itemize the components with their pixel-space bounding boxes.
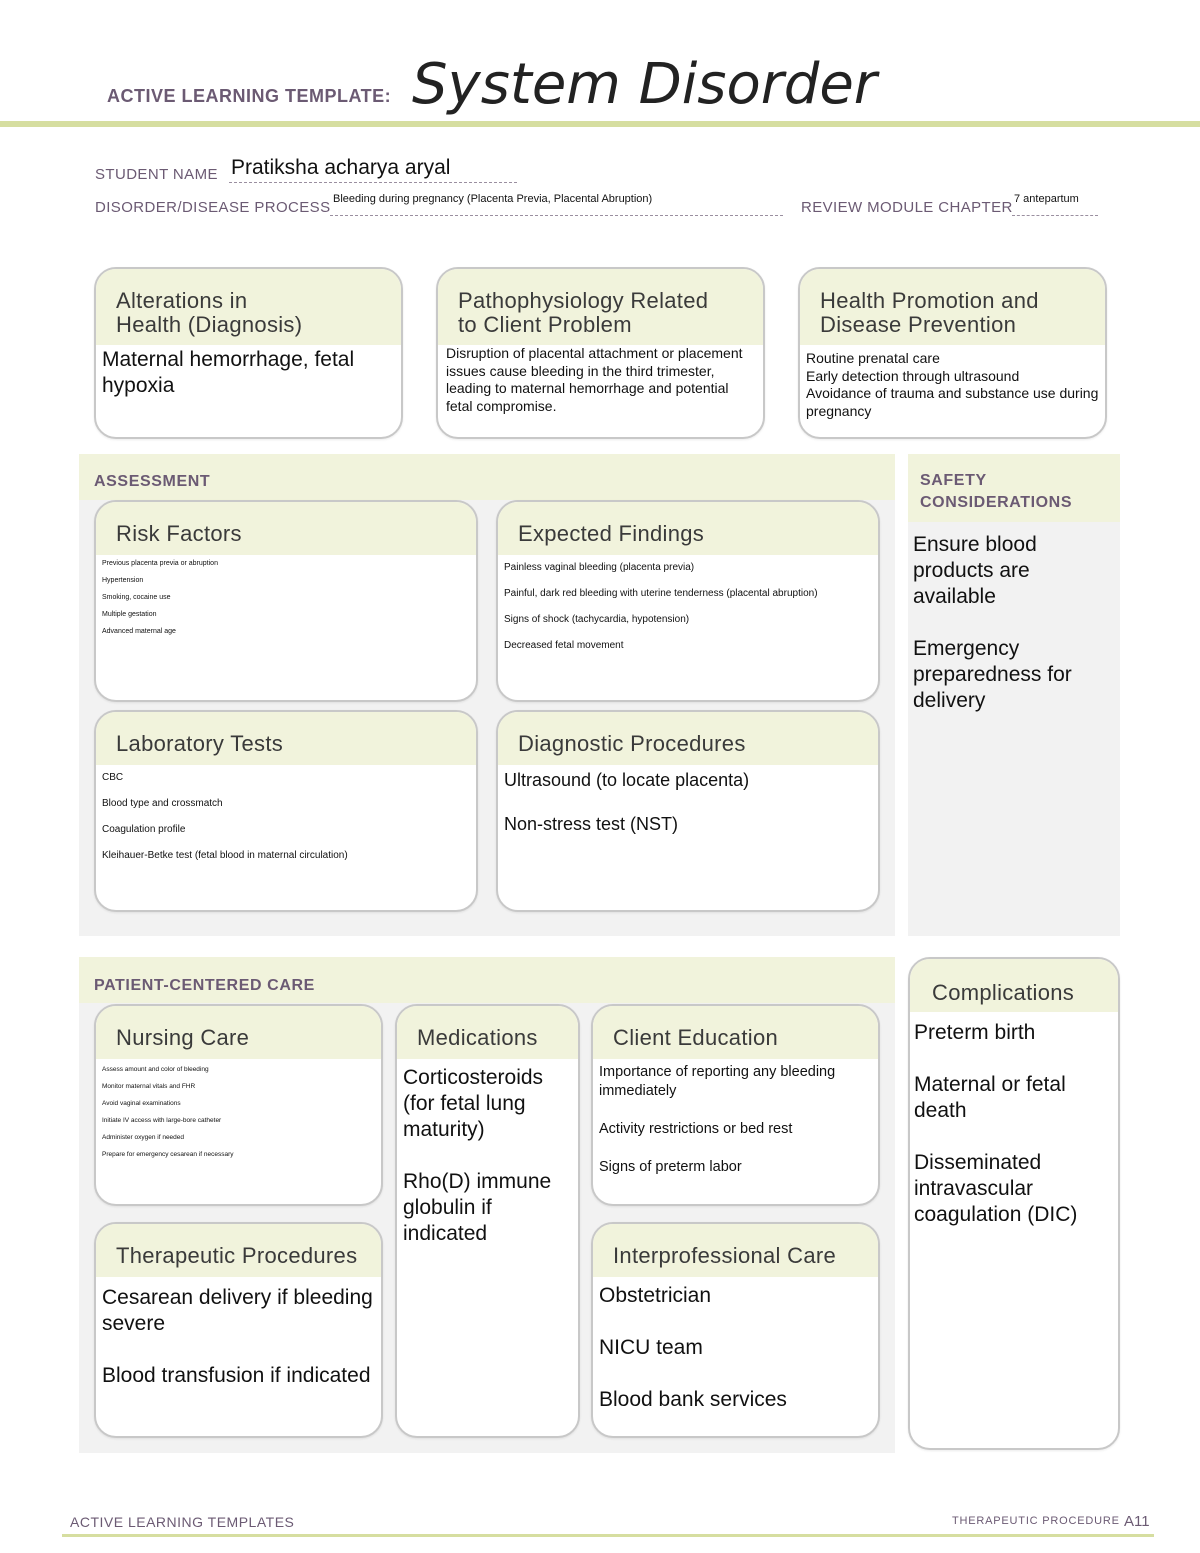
disorder-label: DISORDER/DISEASE PROCESS — [95, 199, 331, 216]
expected-finding-item: Signs of shock (tachycardia, hypotension) — [504, 614, 690, 625]
alterations-header — [96, 269, 401, 345]
health-promotion-body[interactable] — [800, 345, 1105, 426]
medication-item: Rho(D) immune globulin if indicated — [403, 1170, 552, 1245]
alterations-box — [94, 267, 403, 439]
nursing-care-item: Initiate IV access with large-bore catheter — [102, 1117, 222, 1124]
expected-finding-item: Decreased fetal movement — [504, 640, 624, 651]
expected-findings-title: Expected Findings — [498, 502, 878, 555]
student-name-line — [229, 182, 517, 183]
diagnostic-procedures-box — [496, 710, 880, 912]
nursing-care-item: Prepare for emergency cesarean if necessary — [102, 1151, 234, 1158]
client-education-box — [591, 1004, 880, 1206]
expected-findings-box — [496, 500, 880, 702]
page-number: A11 — [1124, 1513, 1150, 1530]
pathophysiology-box — [436, 267, 765, 439]
nursing-care-item: Assess amount and color of bleeding — [102, 1066, 209, 1073]
therapeutic-procedures-box — [94, 1222, 383, 1438]
interprofessional-care-body[interactable] — [593, 1277, 878, 1419]
client-education-item: Activity restrictions or bed rest — [599, 1121, 793, 1137]
nursing-care-item: Avoid vaginal examinations — [102, 1100, 181, 1107]
diagnostic-procedures-title: Diagnostic Procedures — [498, 712, 878, 765]
review-chapter-line — [1012, 215, 1098, 216]
alterations-title-1: Alterations in — [116, 288, 248, 313]
complication-item: Disseminated intravascular coagulation (DIC) — [914, 1151, 1078, 1226]
safety-item: Ensure blood products are available — [913, 533, 1037, 608]
risk-factors-title: Risk Factors — [96, 502, 476, 555]
lab-test-item: Coagulation profile — [102, 824, 186, 835]
client-education-item: Importance of reporting any bleeding immediately — [599, 1064, 836, 1099]
alterations-title-2: Health (Diagnosis) — [116, 312, 303, 337]
medications-title: Medications — [397, 1006, 578, 1059]
nursing-care-item: Monitor maternal vitals and FHR — [102, 1083, 196, 1090]
student-name-value[interactable]: Pratiksha acharya aryal — [231, 156, 451, 179]
risk-factor-item: Smoking, cocaine use — [102, 594, 171, 601]
disorder-value[interactable]: Bleeding during pregnancy (Placenta Previa, Placental Abruption) — [333, 193, 653, 205]
risk-factor-item: Advanced maternal age — [102, 628, 176, 635]
diagnostic-item: Ultrasound (to locate placenta) — [504, 770, 750, 790]
health-promotion-box — [798, 267, 1107, 439]
health-promotion-title-2: Disease Prevention — [820, 312, 1017, 337]
risk-factors-box — [94, 500, 478, 702]
header-divider — [0, 121, 1200, 127]
nursing-care-box — [94, 1004, 383, 1206]
client-education-item: Signs of preterm labor — [599, 1159, 742, 1175]
health-promotion-header — [800, 269, 1105, 345]
medications-box — [395, 1004, 580, 1438]
student-name-label: STUDENT NAME — [95, 166, 218, 183]
interprofessional-item: Obstetrician — [599, 1284, 712, 1307]
lab-tests-title: Laboratory Tests — [96, 712, 476, 765]
pathophysiology-body[interactable]: Disruption of placental attachment or placement issues cause bleeding in the third trimester, leading to maternal hemorrhage and potential fetal compromise. — [446, 345, 743, 414]
nursing-care-body[interactable] — [96, 1059, 381, 1169]
complications-body[interactable] — [910, 1012, 1118, 1234]
medication-item: Corticosteroids (for fetal lung maturity) — [403, 1066, 544, 1141]
risk-factor-item: Previous placenta previa or abruption — [102, 560, 218, 567]
interprofessional-care-title: Interprofessional Care — [593, 1224, 878, 1277]
complication-item: Preterm birth — [914, 1021, 1036, 1044]
interprofessional-care-box — [591, 1222, 880, 1438]
safety-label-2: CONSIDERATIONS — [920, 494, 1073, 511]
health-promotion-title-1: Health Promotion and — [820, 288, 1039, 313]
therapeutic-item: Blood transfusion if indicated — [102, 1364, 371, 1387]
lab-tests-box — [94, 710, 478, 912]
therapeutic-item: Cesarean delivery if bleeding severe — [102, 1286, 373, 1335]
diagnostic-item: Non-stress test (NST) — [504, 814, 679, 834]
nursing-care-item: Administer oxygen if needed — [102, 1134, 185, 1141]
interprofessional-item: NICU team — [599, 1336, 703, 1359]
expected-finding-item: Painful, dark red bleeding with uterine tenderness (placental abruption) — [504, 588, 818, 599]
risk-factor-item: Multiple gestation — [102, 611, 157, 618]
template-label: ACTIVE LEARNING TEMPLATE: — [107, 86, 392, 106]
complication-item: Maternal or fetal death — [914, 1073, 1066, 1122]
safety-label-1: SAFETY — [920, 472, 987, 489]
footer-section-label: THERAPEUTIC PROCEDURE — [952, 1515, 1120, 1527]
safety-body[interactable] — [913, 532, 1113, 714]
therapeutic-procedures-body[interactable] — [96, 1277, 381, 1395]
safety-item: Emergency preparedness for delivery — [913, 637, 1072, 712]
footer-divider — [62, 1534, 1154, 1537]
review-chapter-label: REVIEW MODULE CHAPTER — [801, 199, 1013, 216]
interprofessional-item: Blood bank services — [599, 1388, 787, 1411]
expected-findings-body[interactable] — [498, 555, 878, 665]
pathophysiology-header — [438, 269, 763, 345]
safety-header — [908, 454, 1120, 522]
risk-factors-body[interactable] — [96, 555, 476, 646]
lab-test-item: Blood type and crossmatch — [102, 798, 223, 809]
health-promotion-item: Routine prenatal care — [806, 350, 940, 366]
disorder-line — [330, 215, 783, 216]
assessment-label: ASSESSMENT — [94, 473, 211, 490]
lab-test-item: CBC — [102, 772, 124, 783]
lab-tests-body[interactable] — [96, 765, 476, 875]
nursing-care-title: Nursing Care — [96, 1006, 381, 1059]
medications-body[interactable] — [397, 1059, 578, 1253]
review-chapter-value[interactable]: 7 antepartum — [1014, 193, 1079, 205]
complications-title: Complications — [910, 959, 1118, 1012]
footer-left-label: ACTIVE LEARNING TEMPLATES — [70, 1514, 295, 1530]
page-title: System Disorder — [412, 52, 877, 117]
client-education-title: Client Education — [593, 1006, 878, 1059]
lab-test-item: Kleihauer-Betke test (fetal blood in maternal circulation) — [102, 850, 348, 861]
client-education-body[interactable] — [593, 1059, 878, 1183]
diagnostic-procedures-body[interactable] — [498, 765, 878, 841]
risk-factor-item: Hypertension — [102, 577, 144, 584]
expected-finding-item: Painless vaginal bleeding (placenta previa) — [504, 562, 695, 573]
patient-care-label: PATIENT-CENTERED CARE — [94, 977, 315, 994]
alterations-body[interactable]: Maternal hemorrhage, fetal hypoxia — [102, 348, 355, 397]
health-promotion-item: Avoidance of trauma and substance use during pregnancy — [806, 385, 1099, 419]
complications-box — [908, 957, 1120, 1450]
pathophysiology-title-2: to Client Problem — [458, 312, 632, 337]
pathophysiology-title-1: Pathophysiology Related — [458, 288, 709, 313]
health-promotion-item: Early detection through ultrasound — [806, 367, 1020, 384]
therapeutic-procedures-title: Therapeutic Procedures — [96, 1224, 381, 1277]
